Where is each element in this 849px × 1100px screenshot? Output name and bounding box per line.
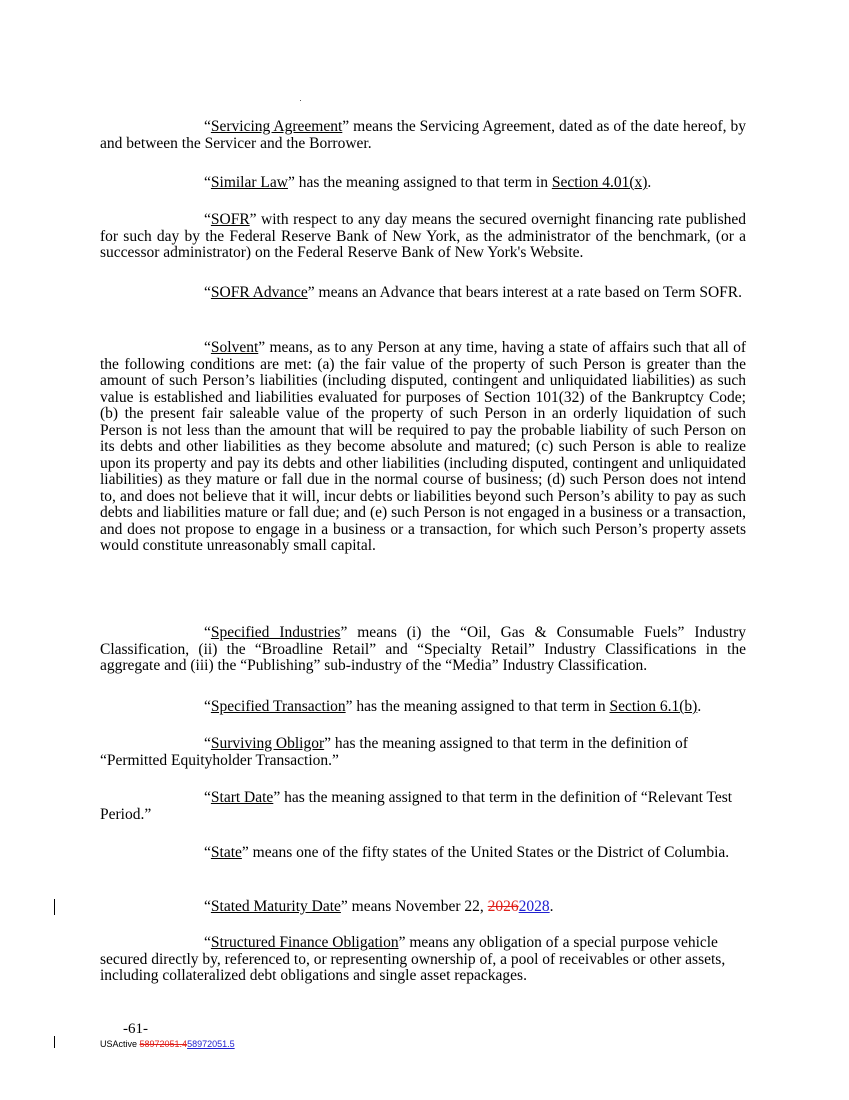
section-reference: Section 4.01(x) bbox=[551, 174, 648, 191]
deleted-document-id: 58972051.4 bbox=[139, 1039, 188, 1049]
defined-term: Surviving Obligor bbox=[210, 735, 325, 752]
definition-start-date: “Start Date” has the meaning assigned to that term in the definition of “Relevant Test Period.” bbox=[100, 789, 733, 823]
defined-term: Servicing Agreement bbox=[210, 118, 343, 135]
defined-term: Solvent bbox=[210, 339, 259, 356]
definition-text: ” means, as to any Person at any time, having a state of affairs such that all of the following conditions are met: (a) the fair value of the property of such Person is greater than the amount of such Person’s liabilities (including disputed, contingent and unliquidated liabilities) as such value is established and liabilities evaluated for purposes of Section 101(32) of the Bankruptcy Code; (b) the present fair saleable value of the property of such Person in an orderly liquidation of such Person is not less than the amount that will be required to pay the probable liability of such Person on its debts and other liabilities as they become absolute and matured; (c) such Person is able to realize upon its property and pay its debts and other liabilities (including disputed, contingent and unliquidated liabilities) as they mature or fall due in the normal course of business; (d) such Person does not intend to, and does not believe that it will, incur debts or liabilities beyond such Person’s ability to pay as such debts and liabilities mature or fall due; and (e) such Person is not engaged in a business or a transaction, and does not propose to engage in a business or a transaction, for which such Person’s property assets would constitute unreasonably small capital. bbox=[100, 339, 746, 554]
punctuation: . bbox=[549, 898, 554, 915]
definition-stated-maturity-date: “Stated Maturity Date” means November 22, 20262028. bbox=[204, 898, 554, 915]
definition-similar-law: “Similar Law” has the meaning assigned to that term in Section 4.01(x). bbox=[204, 174, 652, 191]
section-reference: Section 6.1(b) bbox=[609, 698, 698, 715]
definition-state: “State” means one of the fifty states of the United States or the District of Columbia. bbox=[204, 844, 730, 861]
document-id-prefix: USActive bbox=[100, 1039, 140, 1049]
definition-text: ” means the Servicing Agreement, dated as of the date hereof, by and between the Servicer and the Borrower. bbox=[100, 118, 747, 152]
definition-solvent: “Solvent” means, as to any Person at any time, having a state of affairs such that all of the following conditions are met: (a) the fair value of the property of such Person is greater than the amount of such Person’s liabilities (including disputed, contingent and unliquidated liabilities) as such value is established and liabilities evaluated for purposes of Section 101(32) of the Bankruptcy Code; (b) the present fair saleable value of the property of such Person in an orderly liquidation of such Person is not less than the amount that will be required to pay the probable liability of such Person on its debts and other liabilities as they become absolute and matured; (c) such Person is able to realize upon its property and pay its debts and other liabilities (including disputed, contingent and unliquidated liabilities) as they mature or fall due in the normal course of business; (d) such Person does not intend to, and does not believe that it will, incur debts or liabilities beyond such Person’s ability to pay as such debts and liabilities mature or fall due; and (e) such Person is not engaged in a business or a transaction, and does not propose to engage in a business or a transaction, for which such Person’s property assets would constitute unreasonably small capital. bbox=[100, 339, 746, 554]
inserted-text: 2028 bbox=[518, 898, 550, 915]
definition-text: ” has the meaning assigned to that term in bbox=[345, 698, 610, 715]
stray-mark bbox=[300, 100, 301, 101]
punctuation: . bbox=[647, 174, 652, 191]
deleted-text: 2026 bbox=[487, 898, 519, 915]
definition-sofr: “SOFR” with respect to any day means the secured overnight financing rate published for such day by the Federal Reserve Bank of New York, as the administrator of the benchmark, (or a successor administrator) on the Federal Reserve Bank of New York's Website. bbox=[100, 211, 746, 261]
defined-term: State bbox=[210, 844, 242, 861]
page-number: -61- bbox=[123, 1021, 148, 1037]
defined-term: SOFR bbox=[210, 211, 250, 228]
defined-term: Specified Transaction bbox=[210, 698, 346, 715]
change-bar bbox=[54, 899, 55, 915]
definition-text: ” has the meaning assigned to that term in the definition of “Relevant Test Period.” bbox=[100, 789, 733, 823]
definition-specified-industries: “Specified Industries” means (i) the “Oil, Gas & Consumable Fuels” Industry Classification, (ii) the “Broadline Retail” and “Specialty Retail” Industry Classifications in the aggregate and (iii) the “Publishing” sub-industry of the “Media” Industry Classification. bbox=[100, 624, 746, 674]
definition-text: ” has the meaning assigned to that term in bbox=[287, 174, 552, 191]
defined-term: Stated Maturity Date bbox=[210, 898, 341, 915]
defined-term: SOFR Advance bbox=[210, 284, 308, 301]
defined-term: Structured Finance Obligation bbox=[210, 934, 399, 951]
change-bar bbox=[54, 1036, 55, 1048]
inserted-document-id: 58972051.5 bbox=[187, 1039, 235, 1049]
defined-term: Start Date bbox=[210, 789, 274, 806]
definition-structured-finance-obligation: “Structured Finance Obligation” means any obligation of a special purpose vehicle secured directly by, referenced to, or representing ownership of, a pool of receivables or other assets, including collateralized debt obligations and single asset repackages. bbox=[100, 934, 726, 984]
definition-text: ” has the meaning assigned to that term in the definition of “Permitted Equityholder Transaction.” bbox=[100, 735, 688, 769]
defined-term: Specified Industries bbox=[210, 624, 341, 641]
definition-surviving-obligor: “Surviving Obligor” has the meaning assigned to that term in the definition of “Permitted Equityholder Transaction.” bbox=[100, 735, 688, 769]
definition-servicing-agreement: “Servicing Agreement” means the Servicing Agreement, dated as of the date hereof, by and between the Servicer and the Borrower. bbox=[100, 118, 747, 152]
definition-text: ” means (i) the “Oil, Gas & Consumable Fuels” Industry Classification, (ii) the “Broadline Retail” and “Specialty Retail” Industry Classifications in the aggregate and (iii) the “Publishing” sub-industry of the “Media” Industry Classification. bbox=[100, 624, 746, 674]
definition-text: ” means one of the fifty states of the United States or the District of Columbia. bbox=[241, 844, 730, 861]
document-id bbox=[100, 1039, 235, 1049]
definition-text: ” with respect to any day means the secured overnight financing rate published for such day by the Federal Reserve Bank of New York, as the administrator of the benchmark, (or a successor administrator) on the Federal Reserve Bank of New York's Website. bbox=[100, 211, 746, 261]
punctuation: . bbox=[697, 698, 702, 715]
definition-sofr-advance: “SOFR Advance” means an Advance that bears interest at a rate based on Term SOFR. bbox=[204, 284, 742, 301]
definition-text: ” means November 22, bbox=[340, 898, 488, 915]
definition-specified-transaction: “Specified Transaction” has the meaning assigned to that term in Section 6.1(b). bbox=[204, 698, 702, 715]
definition-text: ” means any obligation of a special purpose vehicle secured directly by, referenced to, or representing ownership of, a pool of receivables or other assets, including collateralized debt obligations and single asset repackages. bbox=[100, 934, 726, 984]
definition-text: ” means an Advance that bears interest at a rate based on Term SOFR. bbox=[307, 284, 742, 301]
defined-term: Similar Law bbox=[210, 174, 288, 191]
